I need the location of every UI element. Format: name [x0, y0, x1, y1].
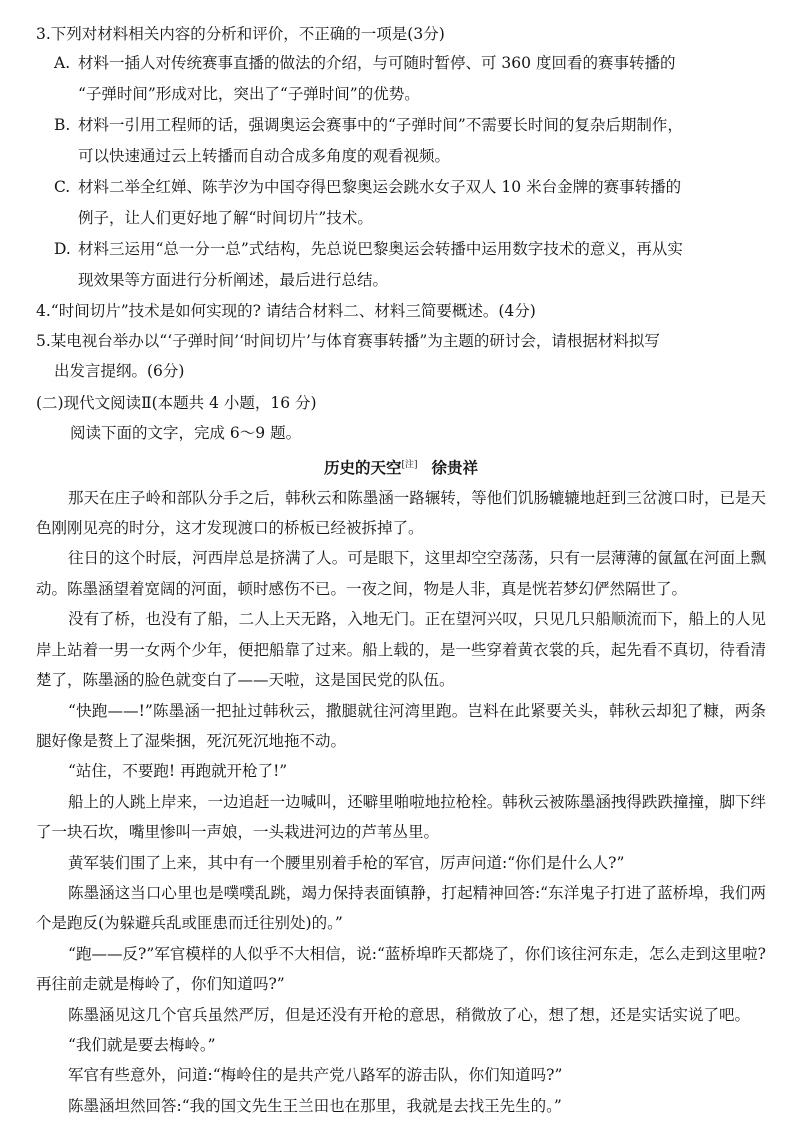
article-paragraph: “我们就是要去梅岭。”: [68, 1035, 216, 1054]
option-d-line1: 材料三运用“总一分一总”式结构，先总说巴黎奥运会转播中运用数字技术的意义，再从实: [78, 239, 683, 258]
article-title-row: [36, 450, 766, 483]
option-c-letter: C.: [54, 177, 71, 196]
option-d-line2: 现效果等方面进行分析阐述，最后进行总结。: [78, 270, 389, 289]
question-5-line2: 出发言提纲。(6分): [54, 361, 185, 380]
article-title: 历史的天空: [323, 457, 402, 477]
section-instruction: 阅读下面的文字，完成 6～9 题。: [70, 423, 302, 442]
article-paragraph: 陈墨涵坦然回答:“我的国文先生王兰田也在那里，我就是去找王先生的。”: [68, 1096, 562, 1115]
question-5-line1: 5.某电视台举办以“‘子弹时间’‘时间切片’与体育赛事转播”为主题的研讨会，请根据材料拟写: [36, 331, 660, 350]
section-heading: (二)现代文阅读Ⅱ(本题共 4 小题，16 分): [36, 393, 317, 412]
option-a: [54, 48, 766, 110]
article-note-mark: [注]: [401, 459, 418, 470]
article-paragraph: 船上的人跳上岸来，一边追赶一边喊叫，还噼里啪啦地拉枪栓。韩秋云被陈墨涵拽得跌跌撞撞，脚下绊了一块石坎，嘴里惨叫一声娘，一头栽进河边的芦苇丛里。: [36, 792, 766, 842]
option-a-line2: “子弹时间”形成对比，突出了“子弹时间”的优势。: [78, 84, 420, 103]
article-paragraph: 那天在庄子岭和部队分手之后，韩秋云和陈墨涵一路辗转，等他们饥肠辘辘地赶到三岔渡口时，已是天色刚刚见亮的时分，这才发现渡口的桥板已经被拆掉了。: [36, 488, 766, 538]
option-d-letter: D.: [54, 239, 71, 258]
article-paragraph: 没有了桥，也没有了船，二人上天无路，入地无门。正在望河兴叹，只见几只船顺流而下，船上的人见岸上站着一男一女两个少年，便把船靠了过来。船上载的，是一些穿着黄衣裳的兵，起先看不真切，待看清楚了，陈墨涵的脸色就变白了——天啦，这是国民党的队伍。: [36, 610, 766, 690]
article-author: 徐贵祥: [431, 457, 479, 477]
question-3: [36, 22, 766, 296]
article-paragraph: 黄军装们围了上来，其中有一个腰里别着手枪的军官，厉声问道:“你们是什么人?”: [68, 853, 625, 872]
option-b-letter: B.: [54, 115, 71, 134]
option-d: [54, 234, 766, 296]
option-a-letter: A.: [54, 53, 71, 72]
article-body: [36, 483, 766, 1122]
option-a-line1: 材料一插人对传统赛事直播的做法的介绍，与可随时暂停、可 360 度回看的赛事转播的: [78, 53, 676, 72]
option-c-line1: 材料二举全红婵、陈芋汐为中国夺得巴黎奥运会跳水女子双人 10 米台金牌的赛事转播的: [78, 177, 682, 196]
article-paragraph: 军官有些意外，问道:“梅岭住的是共产党八路军的游击队，你们知道吗?”: [68, 1066, 563, 1085]
article-paragraph: 陈墨涵见这几个官兵虽然严厉，但是还没有开枪的意思，稍微放了心，想了想，还是实话实说了吧。: [68, 1005, 751, 1024]
article-paragraph: 往日的这个时辰，河西岸总是挤满了人。可是眼下，这里却空空荡荡，只有一层薄薄的氤氲在河面上飘动。陈墨涵望着宽阔的河面，顿时感伤不已。一夜之间，物是人非，真是恍若梦幻俨然隔世了。: [36, 549, 766, 598]
question-3-stem: 3.下列对材料相关内容的分析和评价，不正确的一项是(3分): [36, 25, 445, 43]
article-paragraph: 陈墨涵这当口心里也是噗噗乱跳，竭力保持表面镇静，打起精神回答:“东洋鬼子打进了蓝桥埠，我们两个是跑反(为躲避兵乱或匪患而迁往别处)的。”: [36, 883, 766, 933]
article-paragraph: “站住，不要跑! 再跑就开枪了!”: [68, 762, 288, 781]
option-b-line1: 材料一引用工程师的话，强调奥运会赛事中的“子弹时间”不需要长时间的复杂后期制作，: [78, 115, 683, 134]
option-c: [54, 172, 766, 234]
article-paragraph: “快跑——!”陈墨涵一把扯过韩秋云，撒腿就往河湾里跑。岂料在此紧要关头，韩秋云却犯了糠，两条腿好像是赘上了湿柴捆，死沉死沉地拖不动。: [36, 701, 766, 750]
option-b-line2: 可以快速通过云上转播而自动合成多角度的观看视频。: [78, 146, 451, 165]
article-paragraph: “跑——反?”军官模样的人似乎不大相信，说:“蓝桥埠昨天都烧了，你们该往河东走，怎么走到这里啦? 再往前走就是梅岭了，你们知道吗?”: [36, 944, 766, 994]
question-4: 4.“时间切片”技术是如何实现的? 请结合材料二、材料三简要概述。(4分): [36, 301, 536, 320]
option-b: [54, 110, 766, 172]
option-c-line2: 例子，让人们更好地了解“时间切片”技术。: [78, 208, 373, 227]
